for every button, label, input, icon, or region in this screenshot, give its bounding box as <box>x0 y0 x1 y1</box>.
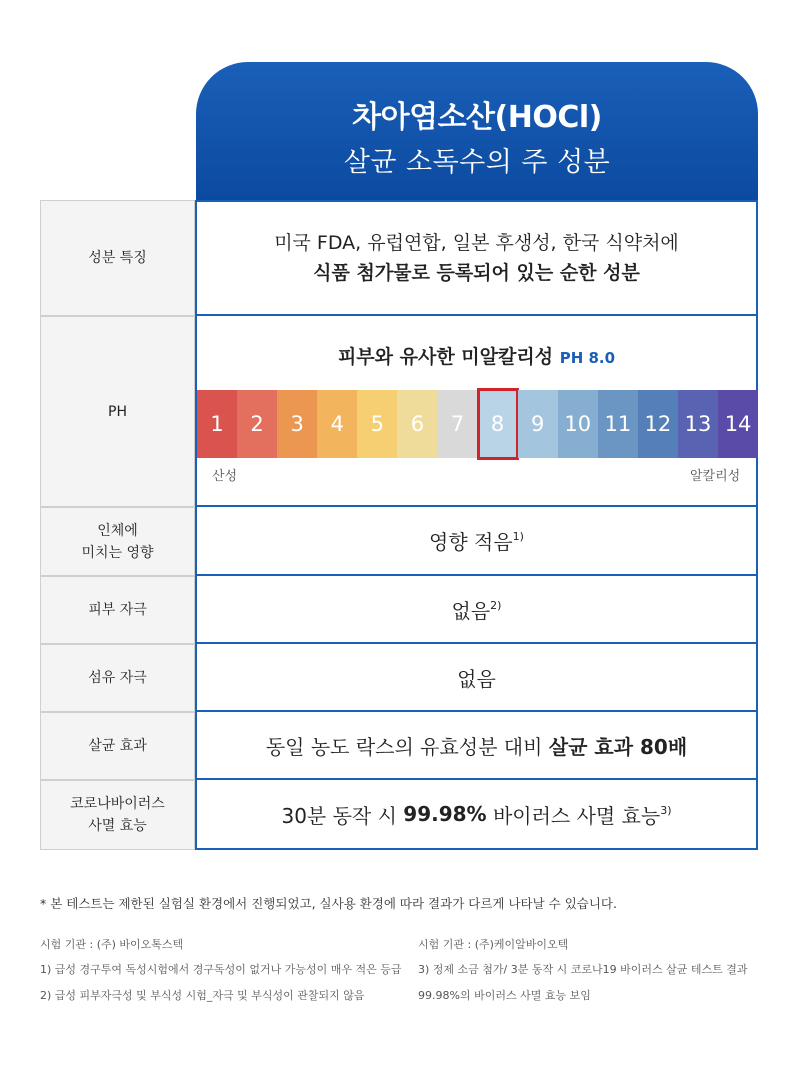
ph-cell-label: 11 <box>604 412 632 436</box>
ph-value: PH 8.0 <box>559 349 616 367</box>
footnote-3: 3) 정제 소금 첨가/ 3분 동작 시 코로나19 바이러스 살균 테스트 결과 <box>418 963 748 976</box>
row-label-fiber: 섬유 자극 <box>40 644 195 712</box>
row-label-sterilization: 살균 효과 <box>40 712 195 780</box>
row-label-corona: 코로나바이러스 사멸 효능 <box>40 780 195 850</box>
page-subtitle: 살균 소독수의 주 성분 <box>343 147 611 178</box>
ph-cell-11 <box>598 390 638 458</box>
ph-cell-14 <box>718 390 758 458</box>
row-label-feature: 성분 특징 <box>40 200 195 316</box>
footnote-3-cont: 99.98%의 바이러스 사멸 효능 보임 <box>418 989 591 1002</box>
footnote-2: 2) 급성 피부자극성 및 부식성 시험_자극 및 부식성이 관찰되지 않음 <box>40 989 365 1002</box>
row-value-sterilization: 동일 농도 락스의 유효성분 대비 살균 효과 80배 <box>195 712 758 780</box>
ph-cell-6 <box>397 390 437 458</box>
ph-alkaline-label: 알칼리성 <box>690 469 741 484</box>
ph-cell-9 <box>518 390 558 458</box>
ph-cell-13 <box>678 390 718 458</box>
ph-scale <box>197 390 758 458</box>
ph-selected-marker <box>477 388 519 460</box>
ph-cell-label: 8 <box>490 412 505 436</box>
row-value-body: 영향 적음 $^{1)}$ <box>195 507 758 576</box>
ph-cell-label: 4 <box>330 412 344 436</box>
page-title: 차아염소산(HOCl) <box>352 100 602 135</box>
ph-title: 피부와 유사한 미알칼리성 PH 8.0 <box>337 346 616 368</box>
footnote-ref: 1) <box>512 530 524 543</box>
test-org-right: 시험 기관 : (주)케이알바이오텍 <box>418 938 569 951</box>
ph-cell-label: 6 <box>410 412 425 436</box>
feature-line-1: 미국 FDA, 유럽연합, 일본 후생성, 한국 식약처에 <box>274 232 679 254</box>
ph-cell-label: 5 <box>370 412 385 436</box>
test-org-left: 시험 기관 : (주) 바이오톡스텍 <box>40 938 184 951</box>
ph-cell-label: 14 <box>724 412 752 436</box>
ph-cell-label: 1 <box>210 412 224 436</box>
title-banner <box>196 62 758 200</box>
ph-cell-2 <box>237 390 277 458</box>
ph-cell-label: 3 <box>290 412 304 436</box>
ph-cell-7 <box>437 390 477 458</box>
disclaimer: * 본 테스트는 제한된 실험실 환경에서 진행되었고, 실사용 환경에 따라 결과가 다르게 나타날 수 있습니다. <box>40 896 617 911</box>
row-label-body: 인체에 미치는 영향 <box>40 507 195 576</box>
ph-acid-label: 산성 <box>212 469 238 484</box>
row-value-feature <box>195 200 758 316</box>
ph-cell-1 <box>197 390 237 458</box>
ph-cell-3 <box>277 390 317 458</box>
row-label-ph: PH <box>40 316 195 507</box>
ph-cell-label: 7 <box>450 412 465 436</box>
ph-cell-5 <box>357 390 397 458</box>
row-label-skin: 피부 자극 <box>40 576 195 644</box>
ph-cell-8 <box>478 390 518 458</box>
ph-cell-label: 12 <box>644 412 672 436</box>
ph-cell-label: 9 <box>530 412 545 436</box>
ph-cell-4 <box>317 390 357 458</box>
row-value-skin: 없음 $^{2)}$ <box>195 576 758 644</box>
footnote-ref: 2) <box>490 598 502 612</box>
ph-cell-12 <box>638 390 678 458</box>
feature-line-2: 식품 첨가물로 등록되어 있는 순한 성분 <box>313 262 640 284</box>
ph-cell-label: 10 <box>564 412 592 436</box>
row-value-corona: 30분 동작 시 99.98% 바이러스 사멸 효능 $^{3)}$ <box>195 780 758 850</box>
footnote-ref: 3) <box>660 803 672 817</box>
ph-cell-10 <box>558 390 598 458</box>
row-value-fiber: 없음 <box>195 644 758 712</box>
ph-cell-label: 13 <box>684 412 712 436</box>
footnote-1: 1) 급성 경구투여 독성시험에서 경구독성이 없거나 가능성이 매우 적은 등급 <box>40 963 402 976</box>
ph-cell-label: 2 <box>250 412 264 436</box>
